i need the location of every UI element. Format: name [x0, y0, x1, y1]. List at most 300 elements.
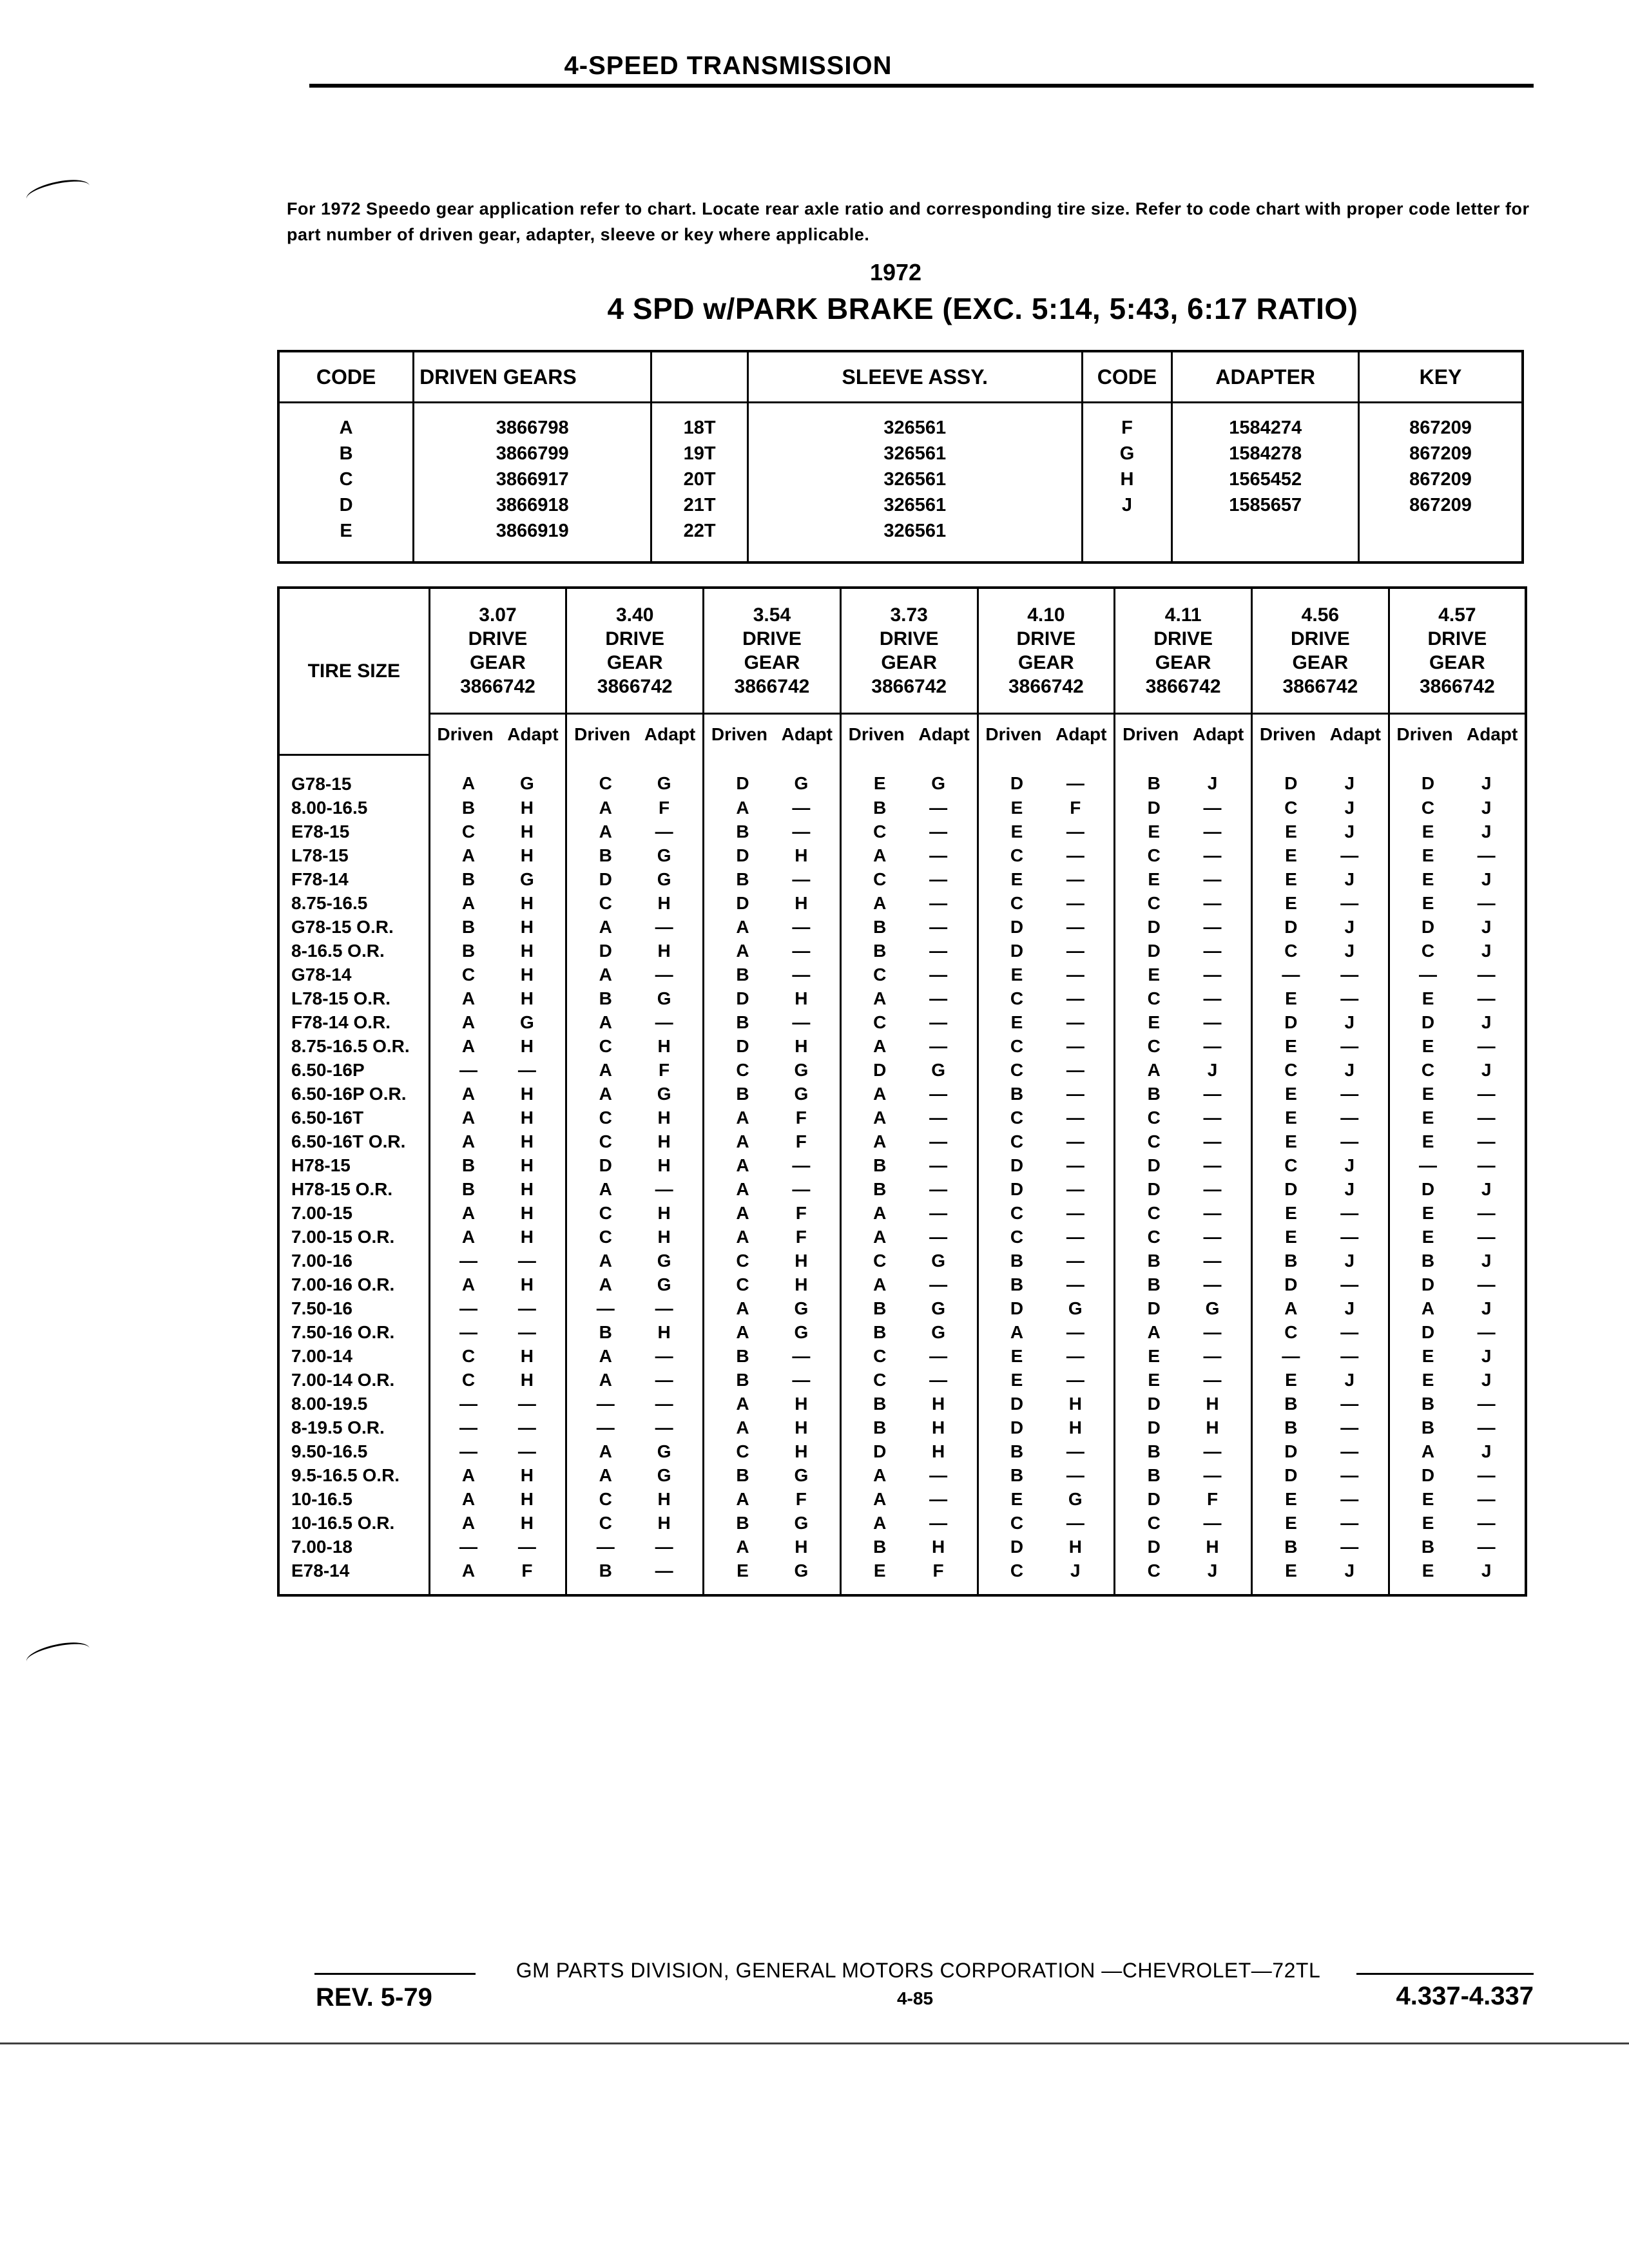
driven-code: A: [736, 1108, 749, 1128]
driven-code: D: [1147, 941, 1161, 961]
driven-code: E: [1422, 1561, 1434, 1581]
tire-row: [278, 963, 1526, 987]
adapter-code: H: [520, 965, 534, 985]
driven-subheader: Driven: [985, 724, 1042, 744]
adapter-code: H: [1206, 1537, 1219, 1557]
adapter-code: —: [1066, 1274, 1084, 1294]
adapter-code: H: [657, 1489, 671, 1509]
gear-code-cell: [978, 1106, 1115, 1130]
page-header-title: 4-SPEED TRANSMISSION: [564, 52, 892, 80]
adapter-code: J: [1344, 941, 1355, 961]
code-pair: [1390, 822, 1525, 842]
driven-code: C: [599, 1036, 612, 1056]
driven-code: A: [461, 1108, 476, 1128]
code-table-row: [278, 518, 1523, 544]
adapter-code: —: [792, 917, 811, 937]
tire-row: [278, 1082, 1526, 1106]
code-pair: [1390, 917, 1525, 937]
gear-code-cell: [1252, 1297, 1389, 1321]
adapter-code: —: [1340, 1465, 1359, 1485]
gear-code-cell: [704, 1011, 841, 1035]
driven-code: D: [1147, 1418, 1161, 1437]
driven-code: E: [1285, 845, 1297, 865]
tire-size-cell: G78-14: [278, 963, 429, 987]
tire-size-cell: 7.50-16: [278, 1297, 429, 1321]
driven-code: D: [1010, 773, 1024, 794]
driven-code: D: [1147, 1489, 1161, 1509]
gear-code-cell: [429, 796, 566, 820]
tire-size-cell: 6.50-16T O.R.: [278, 1130, 429, 1154]
code-cell-gear: 3866798: [414, 403, 651, 441]
adapter-code: H: [1068, 1537, 1082, 1557]
driven-code: E: [1010, 1489, 1023, 1509]
subheader-pair: [567, 724, 702, 745]
driven-code: B: [873, 1179, 887, 1199]
gear-code-cell: [978, 1297, 1115, 1321]
code-cell-key: 867209: [1358, 441, 1523, 466]
adapter-code: —: [929, 1346, 948, 1366]
gear-code-cell: [978, 1273, 1115, 1297]
driven-code: A: [461, 1561, 476, 1581]
code-pair: [979, 1108, 1114, 1128]
code-pair: [979, 1561, 1114, 1581]
driven-code: E: [1422, 1203, 1434, 1223]
driven-code: —: [459, 1537, 478, 1557]
driven-code: C: [873, 869, 887, 889]
adapter-code: H: [520, 1465, 534, 1485]
gear-code-cell: [429, 1130, 566, 1154]
tire-row: [278, 1106, 1526, 1130]
code-cell-teeth: 20T: [651, 466, 748, 492]
filler-cell: [747, 544, 1082, 562]
adapter-code: H: [657, 1155, 671, 1175]
code-pair: [704, 1489, 840, 1510]
gear-code-cell: [566, 1178, 704, 1202]
gear-code-cell: [704, 939, 841, 963]
code-pair: [1390, 798, 1525, 818]
tire-size-cell: 8-19.5 O.R.: [278, 1416, 429, 1440]
driven-code: A: [736, 1418, 749, 1437]
code-pair: [704, 1513, 840, 1533]
driven-code: E: [1285, 1370, 1297, 1390]
adapter-code: J: [1344, 822, 1355, 841]
gear-code-cell: [1252, 1440, 1389, 1464]
code-cell-key: 867209: [1358, 466, 1523, 492]
code-pair: [1253, 1251, 1388, 1271]
driven-code: B: [1010, 1465, 1024, 1485]
code-pair: [1115, 1441, 1251, 1462]
adapter-code: H: [520, 1084, 534, 1104]
driven-code: B: [461, 798, 476, 818]
tire-size-cell: 6.50-16P O.R.: [278, 1082, 429, 1106]
code-pair: [842, 1441, 977, 1462]
driven-code: E: [873, 773, 886, 794]
code-pair: [842, 1322, 977, 1343]
driven-code: B: [1284, 1537, 1298, 1557]
tire-row: [278, 1130, 1526, 1154]
subheader-2: [704, 714, 841, 755]
gear-code-cell: [429, 963, 566, 987]
adapter-code: J: [1481, 1012, 1492, 1032]
driven-code: E: [1285, 822, 1297, 841]
gear-code-cell: [840, 1035, 978, 1059]
gear-code-cell: [1389, 1202, 1526, 1225]
adapter-code: —: [1066, 1465, 1084, 1485]
adapt-subheader: Adapt: [644, 724, 696, 744]
code-pair: [1115, 1346, 1251, 1367]
driven-code: B: [873, 1322, 887, 1342]
tire-size-cell: E78-15: [278, 820, 429, 844]
adapter-code: —: [929, 1370, 948, 1390]
gear-code-cell: [566, 868, 704, 892]
code-pair: [704, 1274, 840, 1295]
tire-size-cell: F78-14: [278, 868, 429, 892]
gear-code-cell: [429, 1440, 566, 1464]
adapter-code: G: [794, 1060, 809, 1080]
key-header: KEY: [1358, 351, 1523, 403]
gear-code-cell: [840, 1559, 978, 1583]
adapter-code: —: [1066, 845, 1084, 865]
gear-code-cell: [840, 1106, 978, 1130]
adapter-code: G: [657, 1465, 671, 1485]
driven-code: C: [1284, 1322, 1298, 1342]
filler-cell: [651, 544, 748, 562]
adapter-code: J: [1481, 773, 1492, 794]
adapter-code: H: [520, 1489, 534, 1509]
code-pair: [1115, 1036, 1251, 1057]
driven-code: E: [1422, 845, 1434, 865]
code-pair: [704, 1346, 840, 1367]
driven-code: A: [873, 893, 887, 913]
subheader-6: [1252, 714, 1389, 755]
adapter-code: J: [1481, 822, 1492, 841]
drive-gear-header-1: [566, 588, 704, 714]
driven-code: E: [1422, 822, 1434, 841]
code-cell-adapter: 1584278: [1172, 441, 1359, 466]
subheader-pair: [842, 724, 977, 745]
gear-code-cell: [1115, 1178, 1252, 1202]
driven-code: B: [1421, 1537, 1435, 1557]
tire-row: [278, 1369, 1526, 1392]
driven-code: E: [1285, 1489, 1297, 1509]
adapter-code: —: [1340, 1513, 1359, 1533]
gear-code-cell: [978, 1035, 1115, 1059]
code-pair: [567, 1251, 702, 1271]
driven-code: D: [599, 941, 612, 961]
driven-code: E: [1010, 1370, 1023, 1390]
footer-publisher-line: GM PARTS DIVISION, GENERAL MOTORS CORPORATION —CHEVROLET—72TL: [516, 1959, 1321, 1982]
code-pair: [1390, 1227, 1525, 1247]
tire-size-cell: H78-15: [278, 1154, 429, 1178]
code-pair: [1115, 1394, 1251, 1414]
driven-code: A: [736, 1227, 749, 1247]
code-pair: [430, 965, 566, 985]
driven-code: D: [1147, 1537, 1161, 1557]
adapter-code: H: [657, 1131, 671, 1151]
adapter-code: —: [1066, 1513, 1084, 1533]
part-number: 3866742: [871, 676, 947, 697]
code-pair: [704, 1227, 840, 1247]
code-pair: [1390, 1322, 1525, 1343]
adapter-code: —: [1066, 1346, 1084, 1366]
adapter-code: —: [792, 965, 811, 985]
driven-code: E: [1010, 869, 1023, 889]
subheader-5: [1115, 714, 1252, 755]
code-pair: [1115, 941, 1251, 961]
driven-code: A: [736, 1203, 749, 1223]
code-pair: [842, 845, 977, 866]
code-pair: [1253, 1155, 1388, 1176]
driven-code: C: [1147, 1561, 1161, 1581]
code-cell-sleeve: 326561: [747, 441, 1082, 466]
gear-code-cell: [1389, 1178, 1526, 1202]
gear-code-cell: [1252, 868, 1389, 892]
gear-code-cell: [1389, 820, 1526, 844]
gear-code-cell: [566, 1249, 704, 1273]
gear-code-cell: [1115, 1392, 1252, 1416]
tire-size-cell: 9.5-16.5 O.R.: [278, 1464, 429, 1488]
driven-code: D: [873, 1441, 887, 1461]
adapter-code: —: [1203, 1346, 1222, 1366]
driven-code: —: [596, 1394, 615, 1414]
adapter-code: —: [1203, 845, 1222, 865]
code-pair: [430, 1108, 566, 1128]
code-cell-teeth: 21T: [651, 492, 748, 518]
tire-size-cell: 7.00-15 O.R.: [278, 1225, 429, 1249]
code-table-row: [278, 492, 1523, 518]
gear-code-cell: [704, 1297, 841, 1321]
driven-code: B: [736, 822, 749, 841]
gear-code-cell: [978, 1178, 1115, 1202]
code-pair: [430, 1418, 566, 1438]
adapter-code: —: [1066, 988, 1084, 1008]
driven-code: C: [599, 1227, 612, 1247]
code-cell-sleeve: 326561: [747, 403, 1082, 441]
code-pair: [567, 1370, 702, 1390]
driven-code: —: [596, 1298, 615, 1318]
code-pair: [1390, 1346, 1525, 1367]
gear-code-cell: [978, 1011, 1115, 1035]
adapter-code: —: [1477, 1537, 1496, 1557]
adapter-code: F: [932, 1561, 944, 1581]
gear-code-cell: [978, 1249, 1115, 1273]
driven-code: B: [736, 965, 749, 985]
gear-code-cell: [978, 916, 1115, 939]
code-pair: [1390, 1108, 1525, 1128]
driven-code: B: [736, 1513, 749, 1533]
adapter-code: H: [520, 1346, 534, 1366]
drive-label: DRIVE: [1427, 628, 1487, 649]
adapter-code: F: [1070, 798, 1081, 818]
driven-code: C: [1147, 1131, 1161, 1151]
driven-code: D: [1010, 1298, 1024, 1318]
chart-year: 1972: [869, 259, 922, 285]
code-cell-code: E: [278, 518, 414, 544]
gear-code-cell: [1389, 1082, 1526, 1106]
section-number: 4.337-4.337: [1396, 1982, 1534, 2010]
driven-code: E: [1422, 1108, 1434, 1128]
gear-code-cell: [1389, 1512, 1526, 1535]
code-pair: [430, 1513, 566, 1533]
adapter-code: H: [520, 1227, 534, 1247]
driven-code: D: [1284, 1465, 1298, 1485]
tire-size-table: [277, 586, 1527, 1597]
code-pair: [979, 1012, 1114, 1033]
adapter-code: H: [520, 1370, 534, 1390]
adapter-code: G: [931, 1060, 945, 1080]
code-pair: [430, 893, 566, 914]
gear-code-cell: [1115, 1059, 1252, 1082]
gear-code-cell: [1389, 796, 1526, 820]
code-pair: [1390, 1179, 1525, 1200]
driven-code: C: [1010, 1131, 1024, 1151]
gear-code-cell: [566, 820, 704, 844]
driven-subheader: Driven: [711, 724, 768, 744]
gear-code-cell: [1252, 892, 1389, 916]
code-pair: [430, 1322, 566, 1343]
subheader-pair: [1390, 724, 1525, 745]
code-pair: [1115, 1465, 1251, 1486]
adapter-code: J: [1070, 1561, 1081, 1581]
adapter-code: J: [1481, 917, 1492, 937]
driven-code: B: [873, 798, 887, 818]
code-pair: [1253, 869, 1388, 890]
gear-code-cell: [429, 1392, 566, 1416]
adapter-code: F: [521, 1561, 533, 1581]
tire-size-cell: 8.00-16.5: [278, 796, 429, 820]
drive-label: DRIVE: [605, 628, 665, 649]
code-pair: [1253, 1418, 1388, 1438]
gear-code-cell: [978, 1512, 1115, 1535]
subheader-1: [566, 714, 704, 755]
code-pair: [567, 822, 702, 842]
tire-size-cell: 9.50-16.5: [278, 1440, 429, 1464]
adapter-code: —: [1340, 1203, 1359, 1223]
driven-code: B: [599, 988, 612, 1008]
adapter-code: G: [931, 1251, 945, 1271]
code-pair: [979, 1203, 1114, 1224]
adapter-code: —: [655, 1394, 673, 1414]
gear-code-cell: [840, 754, 978, 796]
adapter-code: —: [1340, 1227, 1359, 1247]
driven-code: D: [1421, 1322, 1435, 1342]
driven-code: —: [459, 1322, 478, 1342]
tire-row: [278, 844, 1526, 868]
driven-code: B: [736, 1012, 749, 1032]
code-cell-code: B: [278, 441, 414, 466]
gear-code-cell: [840, 1297, 978, 1321]
gear-code-cell: [978, 963, 1115, 987]
code-pair: [1390, 1298, 1525, 1319]
code-pair: [567, 773, 702, 794]
adapter-code: —: [1340, 1394, 1359, 1414]
gear-code-cell: [1389, 1154, 1526, 1178]
gear-code-cell: [1252, 1273, 1389, 1297]
code-pair: [842, 1155, 977, 1176]
driven-code: —: [459, 1418, 478, 1437]
gear-code-cell: [566, 1392, 704, 1416]
code-pair: [842, 941, 977, 961]
adapter-code: —: [1340, 1108, 1359, 1128]
adapter-code: H: [657, 1036, 671, 1056]
tire-row: [278, 1202, 1526, 1225]
code-pair: [704, 1441, 840, 1462]
driven-code: D: [599, 869, 612, 889]
gear-code-cell: [704, 1178, 841, 1202]
driven-code: C: [599, 1203, 612, 1223]
gear-code-cell: [429, 1154, 566, 1178]
adapter-code: J: [1344, 1012, 1355, 1032]
code-pair: [704, 1561, 840, 1581]
code-pair: [1390, 1441, 1525, 1462]
code-cell-adapter: 1584274: [1172, 403, 1359, 441]
gear-code-cell: [1389, 1273, 1526, 1297]
tire-size-cell: 7.00-16 O.R.: [278, 1273, 429, 1297]
code-pair: [1115, 1370, 1251, 1390]
gear-code-cell: [1389, 1011, 1526, 1035]
code-pair: [704, 869, 840, 890]
adapter-code: —: [929, 845, 948, 865]
driven-code: C: [1010, 988, 1024, 1008]
code-pair: [979, 1060, 1114, 1081]
driven-code: B: [873, 1155, 887, 1175]
code-cell-key: 867209: [1358, 403, 1523, 441]
adapter-code: —: [1066, 822, 1084, 841]
adapter-code: —: [517, 1322, 536, 1342]
code-cell-sleeve: 326561: [747, 492, 1082, 518]
adapter-code: J: [1481, 798, 1492, 818]
driven-code: C: [1147, 893, 1161, 913]
part-number: 3866742: [460, 676, 535, 697]
gear-code-cell: [978, 1464, 1115, 1488]
code-pair: [1115, 1131, 1251, 1152]
tire-row: [278, 987, 1526, 1011]
code-pair: [1253, 773, 1388, 794]
adapter-code: —: [1477, 1418, 1496, 1437]
gear-code-cell: [566, 1559, 704, 1583]
code-pair: [1390, 941, 1525, 961]
tire-size-cell: H78-15 O.R.: [278, 1178, 429, 1202]
subheader-0: [429, 714, 566, 755]
code-pair: [979, 1274, 1114, 1295]
gear-code-cell: [1252, 939, 1389, 963]
gear-code-cell: [1115, 1297, 1252, 1321]
adapter-code: F: [795, 1131, 807, 1151]
code-pair: [1390, 965, 1525, 985]
adapter-code: H: [795, 988, 808, 1008]
code-pair: [1253, 1394, 1388, 1414]
code-pair: [1115, 1561, 1251, 1581]
adapter-code: —: [792, 822, 811, 841]
adapter-code: G: [657, 988, 671, 1008]
driven-code: A: [873, 1513, 887, 1533]
adapter-code: H: [795, 1251, 808, 1271]
driven-code: E: [1422, 1084, 1434, 1104]
code-pair: [979, 1298, 1114, 1319]
code-pair: [567, 988, 702, 1009]
adapter-code: —: [929, 1227, 948, 1247]
gear-code-cell: [1252, 1535, 1389, 1559]
code-pair: [979, 988, 1114, 1009]
drive-gear-header-6: [1252, 588, 1389, 714]
driven-code: A: [736, 1322, 749, 1342]
driven-code: A: [873, 1203, 887, 1223]
driven-code: A: [599, 798, 612, 818]
adapter-code: G: [931, 773, 945, 794]
driven-code: D: [1284, 1012, 1298, 1032]
tire-size-cell: 8.75-16.5: [278, 892, 429, 916]
driven-code: D: [1147, 1298, 1161, 1318]
